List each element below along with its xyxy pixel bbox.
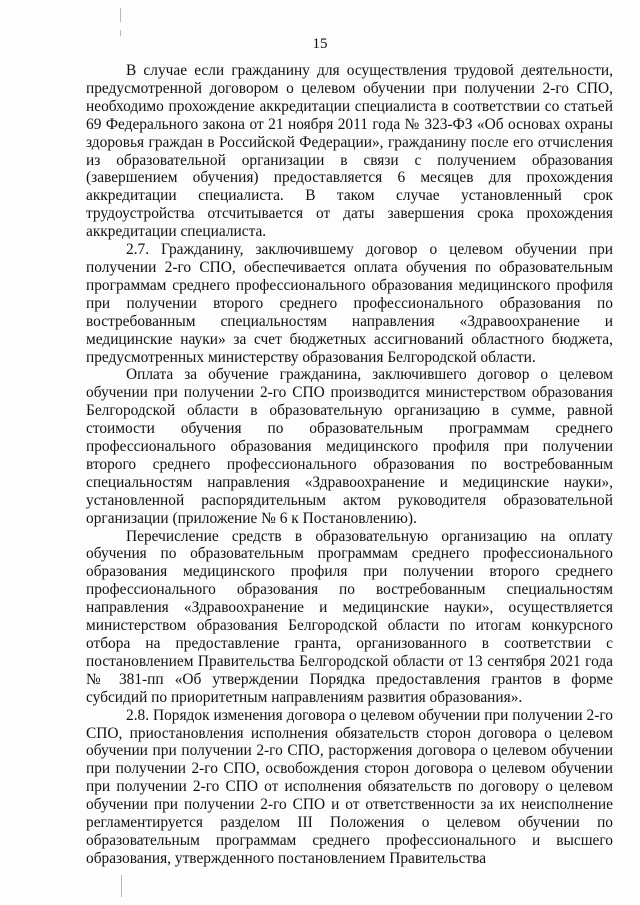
- scan-artifact-mark: [120, 8, 121, 22]
- paragraph-payment: Оплата за обучение гражданина, заключившего договор о целевом обучении при получении 2-го СПО производится министерством образования Белгородской области в образовательную организацию в сумме, равной стоимости обучения по образовательным программам среднего профессионального образования медицинского профиля при получении второго среднего профессионального образования по востребованным специальностям направления «Здравоохранение и медицинские науки», установленной распорядительным актом руководителя образовательной организации (приложение № 6 к Постановлению).: [86, 366, 613, 527]
- page-number: 15: [312, 36, 328, 52]
- paragraph-transfer: Перечисление средств в образовательную организацию на оплату обучения по образовательным программам среднего профессионального образования медицинского профиля при получении второго среднего профессионального образования по востребованным специальностям направления «Здравоохранение и медицинские науки», осуществляется министерством образования Белгородской области по итогам конкурсного отбора на предоставление гранта, организованного в соответствии с постановлением Правительства Белгородской области от 13 сентября 2021 года № 381-пп «Об утверждении Порядка предоставления грантов в форме субсидий по приоритетным направлениям развития образования».: [86, 527, 613, 706]
- scan-artifact-mark: [121, 875, 122, 897]
- document-body: [86, 62, 613, 868]
- paragraph-2-8: 2.8. Порядок изменения договора о целевом обучении при получении 2-го СПО, приостановления исполнения обязательств сторон договора о целевом обучении при получении 2-го СПО, расторжения договора о целевом обучении при получении 2-го СПО, освобождения сторон договора о целевом обучении при получении 2-го СПО от исполнения обязательств по договору о целевом обучении при получении 2-го СПО и от ответственности за их неисполнение регламентируется разделом III Положения о целевом обучении по образовательным программам среднего профессионального и высшего образования, утвержденного постановлением Правительства: [86, 706, 613, 867]
- paragraph-accreditation: В случае если гражданину для осуществления трудовой деятельности, предусмотренной договором о целевом обучении при получении 2-го СПО, необходимо прохождение аккредитации специалиста в соответствии со статьей 69 Федерального закона от 21 ноября 2011 года № 323-ФЗ «Об основах охраны здоровья граждан в Российской Федерации», гражданину после его отчисления из образовательной организации в связи с получением образования (завершением обучения) предоставляется 6 месяцев для прохождения аккредитации специалиста. В таком случае установленный срок трудоустройства отсчитывается от даты завершения срока прохождения аккредитации специалиста.: [86, 62, 613, 241]
- paragraph-2-7: 2.7. Гражданину, заключившему договор о целевом обучении при получении 2-го СПО, обеспечивается оплата обучения по образовательным программам среднего профессионального образования медицинского профиля при получении второго среднего профессионального образования по востребованным специальностям направления «Здравоохранение и медицинские науки» за счет бюджетных ассигнований областного бюджета, предусмотренных министерству образования Белгородской области.: [86, 241, 613, 366]
